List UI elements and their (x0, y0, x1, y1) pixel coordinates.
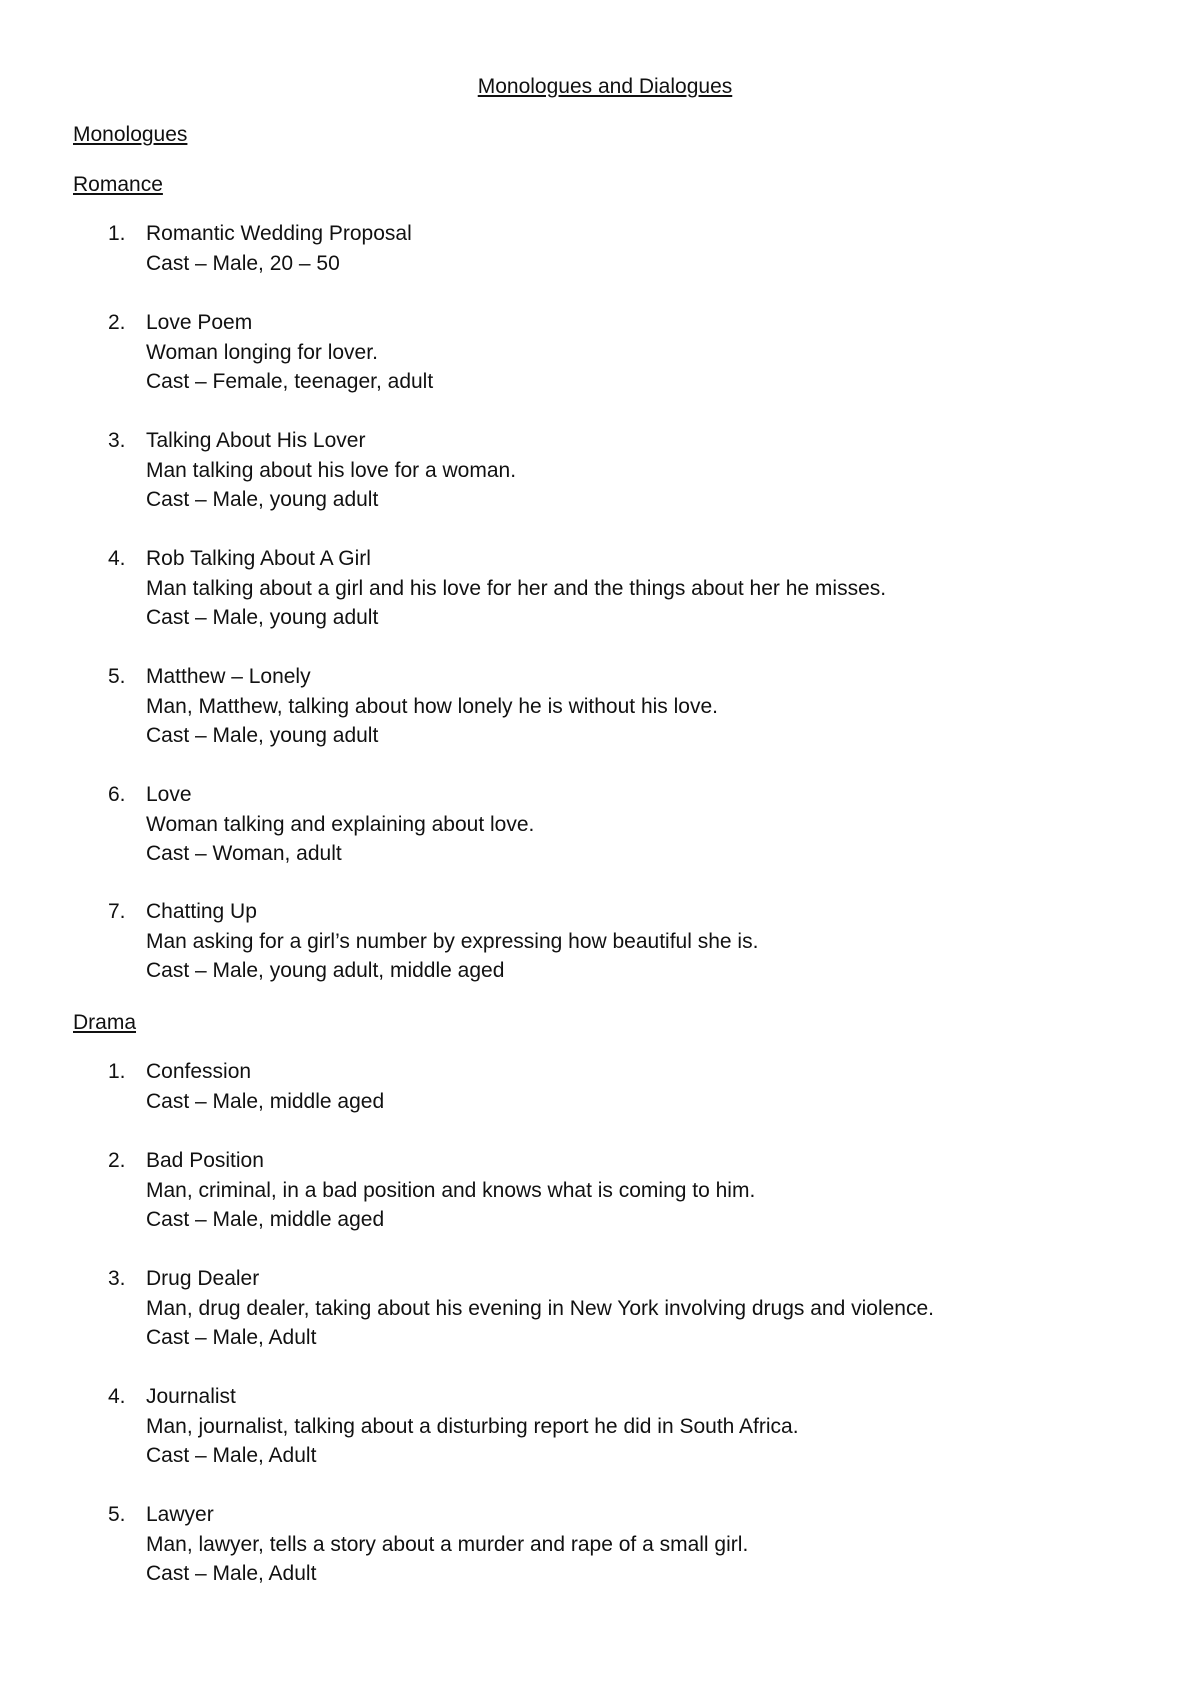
item-title: Matthew – Lonely (146, 665, 311, 688)
document-title: Monologues and Dialogues (477, 75, 733, 98)
item-number: 3. (108, 1267, 126, 1290)
item-title: Confession (146, 1060, 252, 1083)
item-description: Man, Matthew, talking about how lonely he is without his love. (146, 694, 718, 718)
item-number: 3. (108, 429, 126, 452)
item-number: 1. (108, 222, 126, 245)
item-cast: Cast – Male, 20 – 50 (146, 251, 340, 275)
item-cast: Cast – Male, Adult (146, 1326, 317, 1349)
item-cast: Cast – Male, young adult (146, 606, 379, 629)
item-number: 4. (108, 547, 126, 570)
item-title: Journalist (146, 1385, 236, 1408)
item-title: Lawyer (146, 1503, 214, 1526)
item-number: 7. (108, 900, 126, 923)
item-number: 2. (108, 311, 126, 334)
item-description: Man asking for a girl’s number by expressing how beautiful she is. (146, 929, 759, 953)
item-number: 1. (108, 1060, 126, 1083)
item-cast: Cast – Female, teenager, adult (146, 370, 434, 393)
item-title: Romantic Wedding Proposal (146, 222, 412, 245)
category-heading-romance: Romance (73, 173, 163, 196)
item-cast: Cast – Male, middle aged (146, 1089, 385, 1113)
item-description: Man, lawyer, tells a story about a murder and rape of a small girl. (146, 1532, 749, 1556)
item-number: 5. (108, 665, 126, 688)
item-cast: Cast – Male, young adult (146, 488, 379, 511)
item-description: Man talking about his love for a woman. (146, 458, 517, 482)
category-heading-drama: Drama (73, 1011, 137, 1034)
item-description: Man talking about a girl and his love for her and the things about her he misses. (146, 576, 887, 600)
item-cast: Cast – Male, young adult (146, 724, 379, 747)
item-cast: Cast – Woman, adult (146, 842, 342, 865)
item-title: Drug Dealer (146, 1267, 260, 1290)
item-description: Man, criminal, in a bad position and knows what is coming to him. (146, 1178, 756, 1202)
item-number: 4. (108, 1385, 126, 1408)
item-cast: Cast – Male, middle aged (146, 1208, 385, 1231)
item-number: 2. (108, 1149, 126, 1172)
item-description: Man, journalist, talking about a disturbing report he did in South Africa. (146, 1414, 799, 1438)
item-title: Bad Position (146, 1149, 264, 1172)
item-description: Woman talking and explaining about love. (146, 812, 535, 836)
item-cast: Cast – Male, young adult, middle aged (146, 959, 505, 982)
item-number: 6. (108, 783, 126, 806)
item-title: Chatting Up (146, 900, 257, 923)
item-title: Talking About His Lover (146, 429, 366, 452)
item-cast: Cast – Male, Adult (146, 1444, 317, 1467)
item-title: Love (146, 783, 192, 806)
item-title: Rob Talking About A Girl (146, 547, 371, 570)
item-cast: Cast – Male, Adult (146, 1562, 317, 1585)
item-description: Woman longing for lover. (146, 340, 378, 364)
section-heading-monologues: Monologues (73, 123, 188, 146)
item-number: 5. (108, 1503, 126, 1526)
item-title: Love Poem (146, 311, 253, 334)
item-description: Man, drug dealer, taking about his evening in New York involving drugs and violence. (146, 1296, 935, 1320)
